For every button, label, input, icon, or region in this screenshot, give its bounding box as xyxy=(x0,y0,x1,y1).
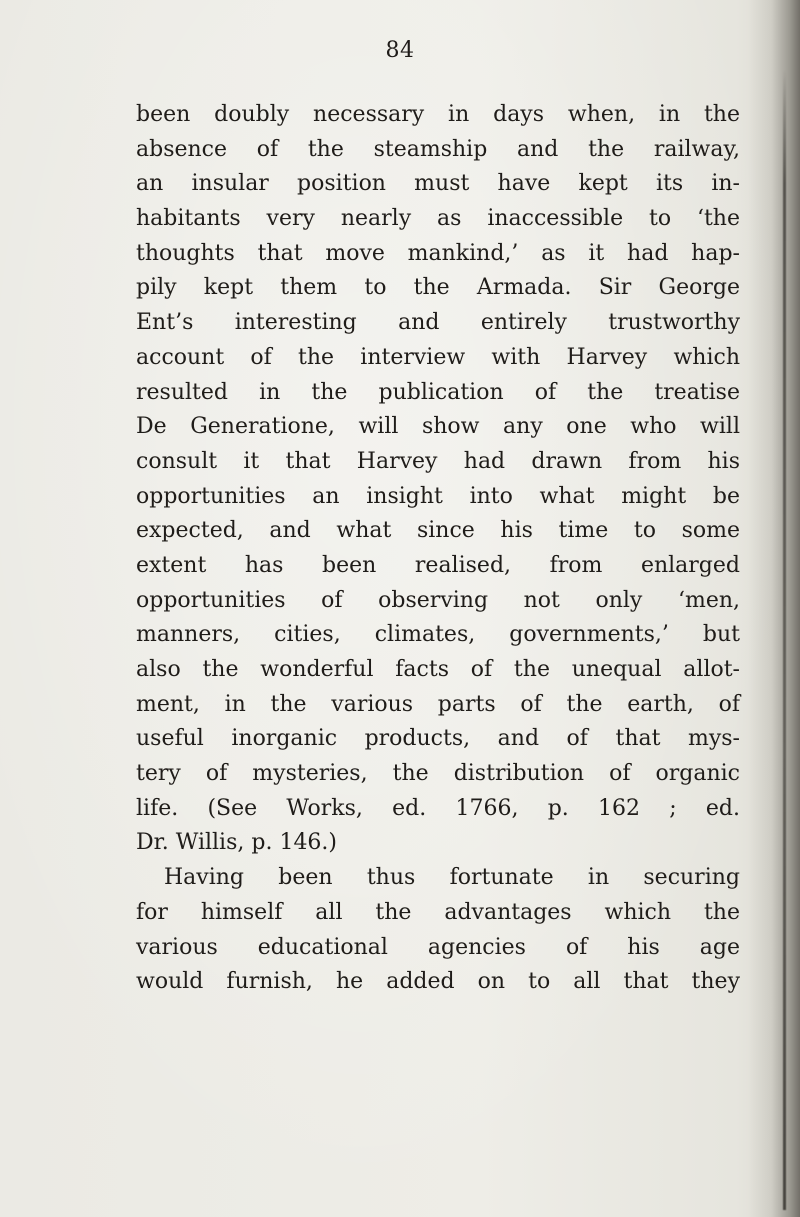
text-line: Ent’s interesting and entirely trustworthy xyxy=(136,310,740,336)
text-line: expected, and what since his time to some xyxy=(136,518,740,544)
text-line: ment, in the various parts of the earth, of xyxy=(136,691,740,717)
page-number: 84 xyxy=(385,38,415,63)
text-line: opportunities of observing not only ‘men, xyxy=(136,587,740,613)
text-line: De Generatione, will show any one who will xyxy=(136,414,740,440)
text-line: life. (See Works, ed. 1766, p. 162 ; ed. xyxy=(136,795,740,821)
text-line: an insular position must have kept its in- xyxy=(136,171,740,197)
text-line: thoughts that move mankind,’ as it had hap- xyxy=(136,240,740,266)
text-line: also the wonderful facts of the unequal allot- xyxy=(136,657,740,682)
text-line-paragraph-start: Having been thus fortunate in securing xyxy=(164,865,740,891)
text-line: extent has been realised, from enlarged xyxy=(136,552,740,578)
text-line: pily kept them to the Armada. Sir George xyxy=(136,275,740,301)
text-line: useful inorganic products, and of that mys- xyxy=(136,726,740,752)
text-line: tery of mysteries, the distribution of organic xyxy=(136,761,740,787)
text-line-paragraph-end: Dr. Willis, p. 146.) xyxy=(136,830,338,856)
body-text xyxy=(136,98,740,1000)
text-line: consult it that Harvey had drawn from his xyxy=(136,448,740,474)
text-line: absence of the steamship and the railway, xyxy=(136,136,740,162)
text-line: account of the interview with Harvey which xyxy=(136,344,740,370)
binding-edge xyxy=(783,70,786,1210)
text-line: been doubly necessary in days when, in the xyxy=(136,102,740,127)
binding-shadow xyxy=(748,0,800,1217)
text-line: habitants very nearly as inaccessible to ‘the xyxy=(136,206,740,232)
text-line: manners, cities, climates, governments,’ but xyxy=(136,622,740,648)
text-line: resulted in the publication of the treatise xyxy=(136,379,740,405)
text-line: would furnish, he added on to all that they xyxy=(136,969,740,995)
text-line: for himself all the advantages which the xyxy=(136,899,740,925)
text-line: opportunities an insight into what might be xyxy=(136,483,740,509)
text-line: various educational agencies of his age xyxy=(136,934,740,960)
